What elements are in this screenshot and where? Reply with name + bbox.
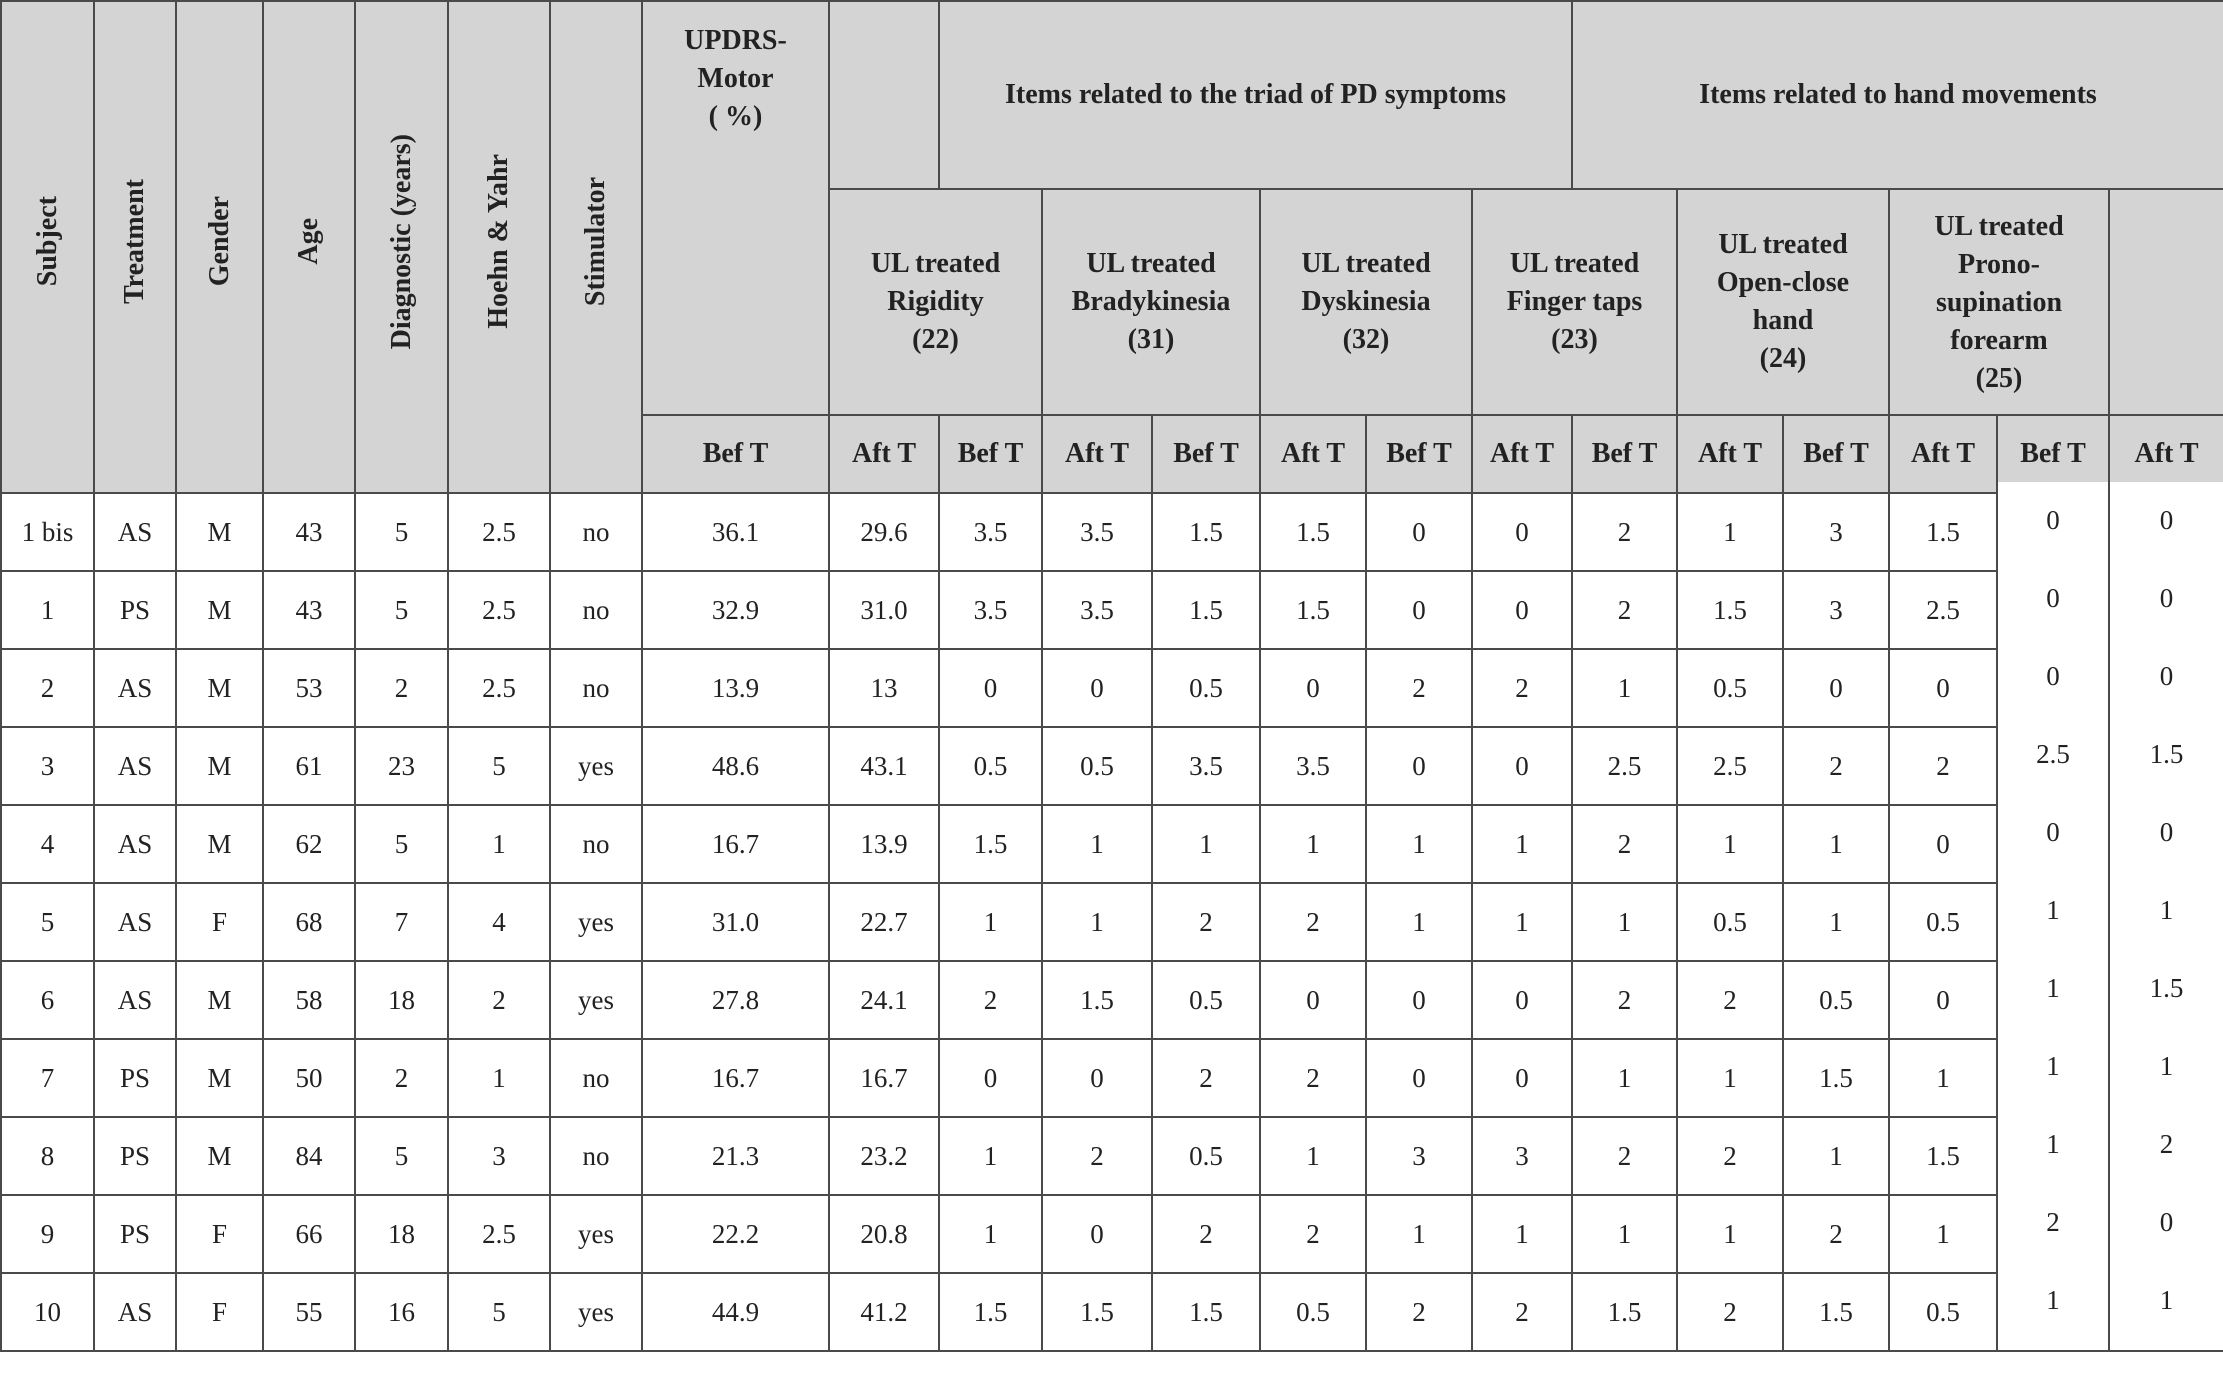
table-cell: AS: [94, 649, 176, 727]
table-cell: 1: [939, 1117, 1042, 1195]
table-cell: 1.5: [1152, 493, 1260, 571]
table-row: [1, 1273, 2223, 1351]
table-cell: 0: [1889, 649, 1997, 727]
table-cell: AS: [94, 493, 176, 571]
table-cell: 0: [1366, 727, 1472, 805]
table-cell: 41.2: [829, 1273, 939, 1351]
table-cell: 1: [1366, 805, 1472, 883]
table-cell: 0: [1260, 649, 1366, 727]
table-cell: 1: [1997, 949, 2109, 1027]
table-cell: 1: [2109, 1027, 2223, 1105]
table-cell: 5: [355, 493, 448, 571]
table-cell: 1: [1783, 1117, 1889, 1195]
table-cell: 50: [263, 1039, 355, 1117]
table-cell: 6: [1, 961, 94, 1039]
table-cell: 5: [448, 727, 550, 805]
table-cell: 1: [1472, 883, 1572, 961]
table-cell: 1.5: [1889, 493, 1997, 571]
table-cell: M: [176, 649, 263, 727]
table-cell: 0: [2109, 559, 2223, 637]
table-cell: 1: [1677, 805, 1783, 883]
table-cell: 3.5: [1152, 727, 1260, 805]
table-cell: yes: [550, 1273, 642, 1351]
header-row-groups: [1, 1, 2223, 189]
table-cell: 1: [1152, 805, 1260, 883]
table-cell: 2: [448, 961, 550, 1039]
table-cell: 0.5: [1677, 883, 1783, 961]
table-cell: 7: [1, 1039, 94, 1117]
col-header-treatment: Treatment: [94, 1, 176, 493]
table-cell: 2: [939, 961, 1042, 1039]
table-cell: 29.6: [829, 493, 939, 571]
table-cell: 0: [2109, 1183, 2223, 1261]
table-cell: no: [550, 649, 642, 727]
table-cell: 36.1: [642, 493, 829, 571]
sub-header-aft-t: Aft T: [1042, 415, 1152, 493]
sub-header-bef-t: Bef T: [939, 415, 1042, 493]
table-row: [1, 1039, 2223, 1117]
table-cell: 3: [1783, 571, 1889, 649]
table-cell: 2: [1677, 1273, 1783, 1351]
col-header-subject: Subject: [1, 1, 94, 493]
table-cell: 2: [1366, 1273, 1472, 1351]
table-cell: 13: [829, 649, 939, 727]
table-cell: 1: [1572, 1039, 1677, 1117]
table-cell: 0: [1997, 637, 2109, 715]
table-cell: 0: [1997, 481, 2109, 559]
table-cell: 13.9: [829, 805, 939, 883]
table-cell: 1.5: [1042, 961, 1152, 1039]
table-cell: 0: [1042, 649, 1152, 727]
table-cell: 53: [263, 649, 355, 727]
table-cell: 1: [1472, 805, 1572, 883]
table-cell: 22.2: [642, 1195, 829, 1273]
table-cell: 22.7: [829, 883, 939, 961]
table-cell: 0.5: [1889, 1273, 1997, 1351]
sub-header-bef-t: Bef T: [1783, 415, 1889, 493]
table-cell: 2: [1677, 1117, 1783, 1195]
table-cell: 43: [263, 571, 355, 649]
table-cell: 7: [355, 883, 448, 961]
table-cell: 2.5: [448, 493, 550, 571]
table-cell: 0: [1472, 571, 1572, 649]
table-cell: 2: [2109, 1105, 2223, 1183]
table-cell: 61: [263, 727, 355, 805]
table-cell: 1: [1889, 1039, 1997, 1117]
table-cell: 1: [1783, 805, 1889, 883]
table-cell: 1: [1677, 1195, 1783, 1273]
table-cell: 4: [1, 805, 94, 883]
sub-header-aft-t: Aft T: [1472, 415, 1572, 493]
table-cell: 1.5: [1783, 1273, 1889, 1351]
table-cell: M: [176, 1117, 263, 1195]
table-cell: 1.5: [1783, 1039, 1889, 1117]
table-cell: 3: [1472, 1117, 1572, 1195]
table-cell: 68: [263, 883, 355, 961]
table-row: [1, 649, 2223, 727]
table-cell: 27.8: [642, 961, 829, 1039]
table-cell: 1: [1366, 883, 1472, 961]
table-cell: 43: [263, 493, 355, 571]
table-cell: 1: [1677, 493, 1783, 571]
table-cell: 2: [1572, 493, 1677, 571]
table-cell: 0.5: [1152, 649, 1260, 727]
table-cell: 18: [355, 1195, 448, 1273]
item-header-empty: [2109, 189, 2223, 415]
table-cell: 0: [1889, 961, 1997, 1039]
table-cell: 1: [1572, 649, 1677, 727]
table-cell: 3.5: [1260, 727, 1366, 805]
table-cell: 0: [939, 1039, 1042, 1117]
table-cell: 23.2: [829, 1117, 939, 1195]
table-cell: 18: [355, 961, 448, 1039]
table-cell: 2: [1152, 1195, 1260, 1273]
table-cell: 2: [1472, 649, 1572, 727]
col-header-stimulator: Stimulator: [550, 1, 642, 493]
table-cell: 5: [355, 571, 448, 649]
sub-header-bef-t: Bef T: [642, 415, 829, 493]
table-cell: 0: [1260, 961, 1366, 1039]
table-cell: 1: [1260, 1117, 1366, 1195]
table-cell: 0: [1997, 793, 2109, 871]
table-cell: F: [176, 1195, 263, 1273]
table-cell: 1.5: [939, 1273, 1042, 1351]
table-cell: 0: [2109, 637, 2223, 715]
table-cell: M: [176, 727, 263, 805]
table-cell: PS: [94, 1117, 176, 1195]
table-cell: no: [550, 1039, 642, 1117]
table-cell: 2: [1997, 1183, 2109, 1261]
table-cell: 2.5: [448, 1195, 550, 1273]
table-cell: 3: [1366, 1117, 1472, 1195]
table-cell: 2: [1677, 961, 1783, 1039]
table-cell: M: [176, 805, 263, 883]
table-cell: 0: [1472, 961, 1572, 1039]
sub-header-aft-t: Aft T: [829, 415, 939, 493]
col-header-gender: Gender: [176, 1, 263, 493]
table-cell: 1: [1677, 1039, 1783, 1117]
table-cell: yes: [550, 883, 642, 961]
table-cell: 0.5: [1152, 1117, 1260, 1195]
table-cell: 1: [448, 805, 550, 883]
table-cell: 1: [939, 1195, 1042, 1273]
table-cell: 5: [1, 883, 94, 961]
sub-header-bef-t: Bef T: [1572, 415, 1677, 493]
table-cell: 2: [1889, 727, 1997, 805]
table-cell: 5: [355, 805, 448, 883]
table-cell: 20.8: [829, 1195, 939, 1273]
table-cell: 4: [448, 883, 550, 961]
table-cell: 2: [1572, 1117, 1677, 1195]
item-header-dyskinesia: UL treated Dyskinesia (32): [1260, 189, 1472, 415]
table-cell: 10: [1, 1273, 94, 1351]
table-cell: 3.5: [939, 571, 1042, 649]
table-cell: 0: [1366, 571, 1472, 649]
table-cell: 2.5: [1677, 727, 1783, 805]
table-cell: 2: [1783, 1195, 1889, 1273]
table-cell: 1: [1572, 883, 1677, 961]
sub-header-aft-t: Aft T: [1889, 415, 1997, 493]
table-cell: 0: [1472, 727, 1572, 805]
table-row: [1, 571, 2223, 649]
sub-header-aft-t: Aft T: [1260, 415, 1366, 493]
sub-header-bef-t: Bef T: [1997, 415, 2109, 493]
table-cell: 8: [1, 1117, 94, 1195]
table-cell: 2: [1152, 1039, 1260, 1117]
table-row: [1, 961, 2223, 1039]
table-body: [1, 493, 2223, 1351]
table-cell: 1.5: [2109, 949, 2223, 1027]
table-cell: 2: [1783, 727, 1889, 805]
table-cell: 0: [1042, 1195, 1152, 1273]
table-cell: 2: [1366, 649, 1472, 727]
table-cell: 1: [1997, 1105, 2109, 1183]
table-cell: 0: [1783, 649, 1889, 727]
table-cell: 2: [1572, 571, 1677, 649]
table-cell: 2: [355, 1039, 448, 1117]
table-cell: 48.6: [642, 727, 829, 805]
table-cell: 2.5: [448, 649, 550, 727]
table-cell: 0.5: [1677, 649, 1783, 727]
table-cell: yes: [550, 961, 642, 1039]
table-row: [1, 1117, 2223, 1195]
table-cell: 1.5: [1572, 1273, 1677, 1351]
table-cell: PS: [94, 571, 176, 649]
group-header-triad: Items related to the triad of PD symptoms: [939, 1, 1572, 189]
table-cell: 2: [1042, 1117, 1152, 1195]
table-cell: 31.0: [829, 571, 939, 649]
table-cell: 16: [355, 1273, 448, 1351]
table-cell: 0.5: [1260, 1273, 1366, 1351]
table-cell: 13.9: [642, 649, 829, 727]
table-cell: 3: [448, 1117, 550, 1195]
table-cell: 1: [1997, 1261, 2109, 1339]
table-cell: 1: [1472, 1195, 1572, 1273]
table-cell: 0: [1889, 805, 1997, 883]
table-cell: 62: [263, 805, 355, 883]
table-cell: 43.1: [829, 727, 939, 805]
table-cell: 1 bis: [1, 493, 94, 571]
table-cell: 1.5: [1042, 1273, 1152, 1351]
table-cell: yes: [550, 1195, 642, 1273]
table-cell: 16.7: [829, 1039, 939, 1117]
sub-header-aft-t: Aft T: [2109, 415, 2223, 493]
table-cell: 2.5: [448, 571, 550, 649]
table-cell: 1: [1, 571, 94, 649]
table-cell: yes: [550, 727, 642, 805]
table-cell: 2: [1572, 961, 1677, 1039]
table-row: [1, 883, 2223, 961]
table-cell: 3.5: [1042, 571, 1152, 649]
table-cell: 3: [1, 727, 94, 805]
table-cell: 2.5: [1997, 715, 2109, 793]
table-cell: no: [550, 805, 642, 883]
table-cell: 0: [939, 649, 1042, 727]
table-cell: M: [176, 571, 263, 649]
table-cell: AS: [94, 961, 176, 1039]
table-cell: no: [550, 493, 642, 571]
table-cell: 2: [1152, 883, 1260, 961]
table-cell: 66: [263, 1195, 355, 1273]
table-cell: PS: [94, 1195, 176, 1273]
table-cell: 1.5: [939, 805, 1042, 883]
table-cell: M: [176, 493, 263, 571]
table-cell: no: [550, 1117, 642, 1195]
table-cell: 1: [1366, 1195, 1472, 1273]
table-cell: 1.5: [1152, 1273, 1260, 1351]
table-cell: 1: [1572, 1195, 1677, 1273]
table-cell: 1.5: [2109, 715, 2223, 793]
table-cell: 58: [263, 961, 355, 1039]
table-cell: 1.5: [1152, 571, 1260, 649]
table-cell: 1.5: [1260, 571, 1366, 649]
col-header-diagnostic: Diagnostic (years): [355, 1, 448, 493]
table-cell: 31.0: [642, 883, 829, 961]
table-cell: 2.5: [1889, 571, 1997, 649]
table-cell: 5: [355, 1117, 448, 1195]
table-cell: PS: [94, 1039, 176, 1117]
table-cell: 0.5: [1889, 883, 1997, 961]
table-cell: 32.9: [642, 571, 829, 649]
table-cell: 0.5: [939, 727, 1042, 805]
table-cell: 2: [1472, 1273, 1572, 1351]
col-header-updrs-motor: UPDRS- Motor ( %): [642, 1, 829, 415]
table-cell: 2: [1260, 883, 1366, 961]
col-header-hoehn-yahr: Hoehn & Yahr: [448, 1, 550, 493]
sub-header-aft-t: Aft T: [1677, 415, 1783, 493]
table-cell: 0: [2109, 793, 2223, 871]
table-cell: 21.3: [642, 1117, 829, 1195]
table-cell: 2.5: [1572, 727, 1677, 805]
table-cell: 1: [939, 883, 1042, 961]
table-cell: M: [176, 1039, 263, 1117]
table-cell: 2: [1572, 805, 1677, 883]
table-cell: 1: [2109, 871, 2223, 949]
table-cell: 1: [448, 1039, 550, 1117]
table-cell: 0: [1366, 961, 1472, 1039]
table-cell: 0: [1997, 559, 2109, 637]
item-header-prono-supination: UL treated Prono- supination forearm (25): [1889, 189, 2109, 415]
table-cell: 84: [263, 1117, 355, 1195]
table-cell: 0.5: [1783, 961, 1889, 1039]
table-cell: 5: [448, 1273, 550, 1351]
group-header-hand: Items related to hand movements: [1572, 1, 2223, 189]
table-cell: 1: [1042, 883, 1152, 961]
table-cell: 1: [1783, 883, 1889, 961]
table-cell: 1: [1889, 1195, 1997, 1273]
table-cell: 3.5: [939, 493, 1042, 571]
table-cell: 1: [1042, 805, 1152, 883]
table-cell: 0: [1366, 1039, 1472, 1117]
table-row: [1, 1195, 2223, 1273]
table-cell: AS: [94, 727, 176, 805]
table-row: [1, 805, 2223, 883]
table-cell: 2: [1, 649, 94, 727]
table-cell: AS: [94, 1273, 176, 1351]
table-cell: 3: [1783, 493, 1889, 571]
table-cell: F: [176, 883, 263, 961]
table-cell: 55: [263, 1273, 355, 1351]
table-cell: 0: [1472, 493, 1572, 571]
table-cell: 24.1: [829, 961, 939, 1039]
table-row: [1, 727, 2223, 805]
table-cell: F: [176, 1273, 263, 1351]
table-cell: AS: [94, 883, 176, 961]
item-header-rigidity: UL treated Rigidity (22): [829, 189, 1042, 415]
item-header-finger-taps: UL treated Finger taps (23): [1472, 189, 1677, 415]
table-cell: 1.5: [1260, 493, 1366, 571]
table-cell: 0.5: [1042, 727, 1152, 805]
table-cell: 16.7: [642, 805, 829, 883]
table-row: [1, 493, 2223, 571]
table-cell: 2: [1260, 1039, 1366, 1117]
table-cell: 16.7: [642, 1039, 829, 1117]
table-cell: 2: [1260, 1195, 1366, 1273]
table-cell: 0.5: [1152, 961, 1260, 1039]
table-cell: 0: [1366, 493, 1472, 571]
item-header-bradykinesia: UL treated Bradykinesia (31): [1042, 189, 1260, 415]
table-cell: 44.9: [642, 1273, 829, 1351]
table-cell: 0: [1472, 1039, 1572, 1117]
table-cell: 1: [1997, 1027, 2109, 1105]
table-cell: 23: [355, 727, 448, 805]
table-cell: 0: [2109, 481, 2223, 559]
sub-header-bef-t: Bef T: [1366, 415, 1472, 493]
table-cell: 1.5: [1677, 571, 1783, 649]
item-header-open-close-hand: UL treated Open-close hand (24): [1677, 189, 1889, 415]
sub-header-bef-t: Bef T: [1152, 415, 1260, 493]
table-cell: 9: [1, 1195, 94, 1273]
table-cell: 2: [355, 649, 448, 727]
table-cell: 3.5: [1042, 493, 1152, 571]
table-cell: 1: [1997, 871, 2109, 949]
table-cell: AS: [94, 805, 176, 883]
table-cell: M: [176, 961, 263, 1039]
table-cell: 1: [2109, 1261, 2223, 1339]
table-cell: 1: [1260, 805, 1366, 883]
col-header-age: Age: [263, 1, 355, 493]
table-cell: no: [550, 571, 642, 649]
table-cell: 1.5: [1889, 1117, 1997, 1195]
group-header-spacer: [829, 1, 939, 189]
table-cell: 0: [1042, 1039, 1152, 1117]
